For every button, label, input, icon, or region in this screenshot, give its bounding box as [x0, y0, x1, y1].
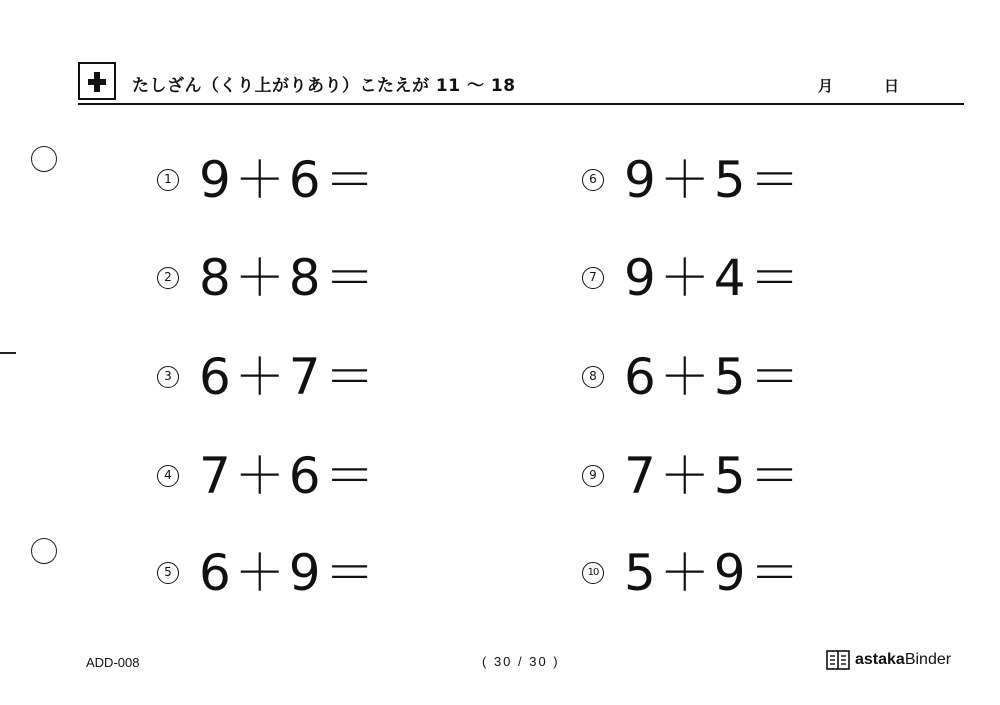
problem-6 — [582, 150, 804, 210]
problem-expression: 6＋9＝ — [199, 544, 379, 602]
fold-mark — [0, 352, 16, 354]
worksheet-code: ADD-008 — [86, 655, 140, 670]
problem-7 — [582, 248, 804, 308]
problem-number: 5 — [157, 562, 179, 584]
brand-name-bold: astaka — [855, 651, 905, 668]
day-label: 日 — [884, 77, 900, 95]
page-indicator: ( 30 / 30 ) — [482, 654, 560, 669]
problem-expression: 8＋8＝ — [199, 249, 379, 307]
problem-1 — [157, 150, 379, 210]
problem-expression: 9＋5＝ — [624, 151, 804, 209]
worksheet-title: たしざん（くり上がりあり）こたえが 11 〜 18 — [132, 76, 516, 96]
problem-number: 6 — [582, 169, 604, 191]
problem-number: 9 — [582, 465, 604, 487]
brand-name-regular: Binder — [904, 651, 952, 668]
problem-number: 4 — [157, 465, 179, 487]
problem-3 — [157, 347, 379, 407]
binder-hole-bottom — [31, 538, 57, 564]
problem-4 — [157, 446, 379, 506]
binder-hole-top — [31, 146, 57, 172]
problem-number: 2 — [157, 267, 179, 289]
problem-2 — [157, 248, 379, 308]
binder-icon — [826, 650, 850, 670]
plus-icon — [78, 62, 116, 100]
problem-number: 8 — [582, 366, 604, 388]
problem-expression: 6＋5＝ — [624, 348, 804, 406]
worksheet-header — [78, 62, 964, 105]
problem-8 — [582, 347, 804, 407]
brand-logo — [826, 650, 951, 670]
problem-expression: 7＋5＝ — [624, 447, 804, 505]
problem-expression: 6＋7＝ — [199, 348, 379, 406]
problem-expression: 7＋6＝ — [199, 447, 379, 505]
problem-number: 7 — [582, 267, 604, 289]
problem-5 — [157, 543, 379, 603]
problem-expression: 9＋6＝ — [199, 151, 379, 209]
problem-expression: 9＋4＝ — [624, 249, 804, 307]
problem-9 — [582, 446, 804, 506]
month-label: 月 — [818, 77, 834, 95]
problem-number: 10 — [582, 562, 604, 584]
problem-number: 3 — [157, 366, 179, 388]
problem-number: 1 — [157, 169, 179, 191]
problem-expression: 5＋9＝ — [624, 544, 804, 602]
problem-10 — [582, 543, 804, 603]
